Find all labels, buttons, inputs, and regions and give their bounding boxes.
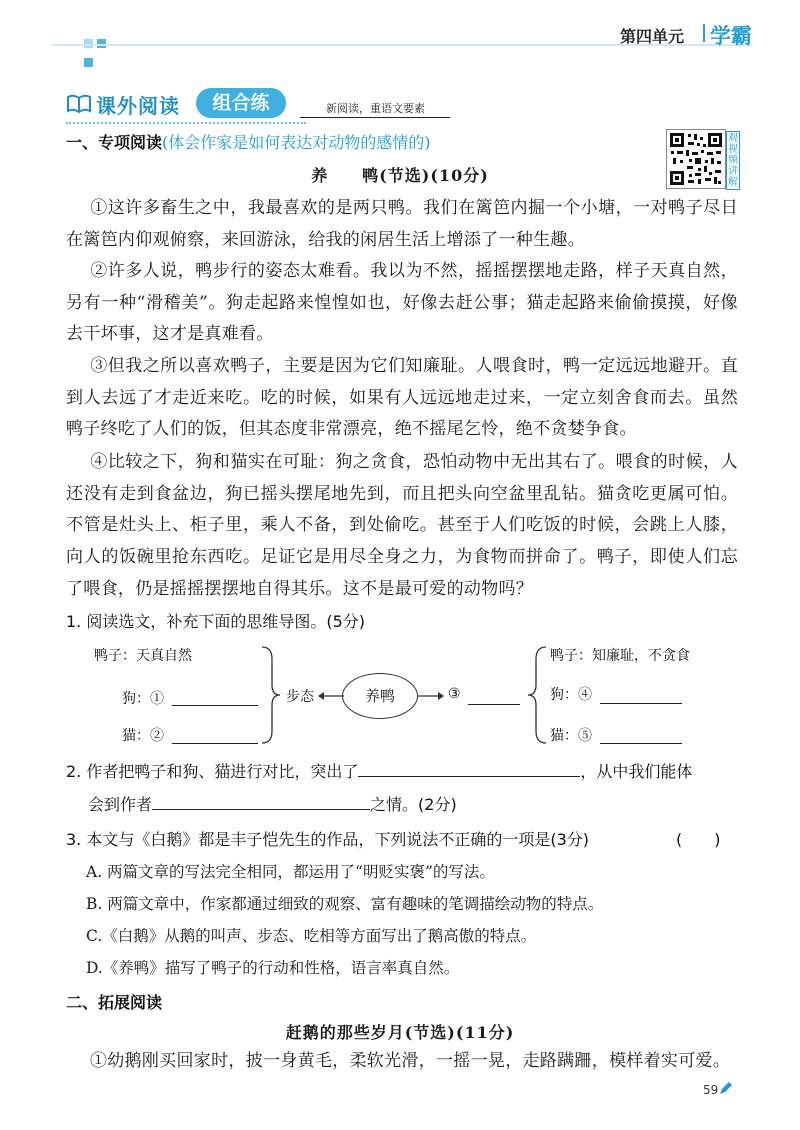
mindmap-branch-left: 步态	[286, 689, 314, 705]
question-2-part-3: 会到作者	[88, 795, 153, 814]
banner-dotted-rule	[66, 122, 306, 124]
paragraph-2-text: ②许多人说，鸭步行的姿态太难看。我以为不然，摇摇摆摆地走路，样子天真自然，另有一种“滑稽美”。狗走起路来惶惶如也，好像去赶公事；猫走起路来偷偷摸摸，好像去干坏事，这才是真难看。	[66, 261, 738, 345]
paragraph-3-text: ③但我之所以喜欢鸭子，主要是因为它们知廉耻。人喂食时，鸭一定远远地避开。直到人去远了才走近来吃。吃的时候，如果有人远远地走过来，一定立刻舍食而去。虽然鸭子终吃了人们的饭，但其态度非常漂亮，绝不摇尾乞怜，绝不贪婪争食。	[66, 356, 738, 440]
mindmap-blank-4[interactable]	[600, 703, 682, 704]
section2-heading: 二、拓展阅读	[66, 993, 163, 1012]
paragraph-4-text: ④比较之下，狗和猫实在可耻：狗之贪食，恐怕动物中无出其右了。喂食的时候，人还没有走到食盆边，狗已摇头摆尾地先到，而且把头向空盆里乱钻。猫贪吃更属可怕。不管是灶头上、柜子里，乘人不备，到处偷吃。甚至于人们吃饭的时候，会跳上人膝，向人的饭碗里抢东西吃。足证它是用尽全身之力，为食物而拼命了。鸭子，即使人们忘了喂食，仍是摇摇摆摆地自得其乐。这不是最可爱的动物吗？	[66, 452, 738, 599]
section1-heading	[66, 130, 431, 153]
arrow-right-icon	[416, 690, 446, 702]
banner-title: 课外阅读	[96, 94, 180, 118]
question-2-blank-1[interactable]	[358, 758, 580, 777]
question-1: 1. 阅读选文，补充下面的思维导图。(5分)	[66, 612, 366, 631]
section1-hint: (体会作家是如何表达对动物的感情的)	[162, 133, 431, 152]
mindmap-left-3: 猫：②	[122, 728, 164, 744]
paragraph-1-text: ①这许多畜生之中，我最喜欢的是两只鸭。我们在篱笆内掘一个小塘，一对鸭子尽日在篱笆内仰观俯察，来回游泳，给我的闲居生活上增添了一种生趣。	[66, 198, 738, 250]
question-3: 3. 本文与《白鹅》都是丰子恺先生的作品，下列说法不正确的一项是(3分)	[66, 830, 590, 849]
paragraph-1	[66, 193, 738, 256]
mindmap-blank-1[interactable]	[172, 705, 258, 706]
mindmap-left-2: 狗：①	[122, 691, 164, 707]
question-2-blank-2[interactable]	[152, 791, 370, 810]
paragraph-4	[66, 447, 738, 606]
section2-paragraph-1	[66, 1046, 738, 1078]
header-separator	[703, 24, 705, 42]
brand-logo: 学霸	[710, 24, 752, 48]
qr-label: 观视频讲解	[728, 133, 738, 188]
pencil-icon	[718, 1080, 734, 1096]
mindmap-branch-right: ③	[448, 686, 461, 702]
question-2-part-2: ，从中我们能体	[580, 762, 693, 781]
banner-subtitle: 新阅读，重语文要素	[326, 102, 425, 115]
page-number: 59	[703, 1083, 719, 1097]
question-2-part-1: 2. 作者把鸭子和狗、猫进行对比，突出了	[66, 762, 359, 781]
option-a: A. 两篇文章的写法完全相同，都运用了“明贬实褒”的写法。	[86, 863, 495, 881]
question-2-part-4: 之情。(2分)	[370, 795, 457, 814]
section1-heading-text: 一、专项阅读	[66, 133, 163, 152]
left-brace	[258, 645, 288, 745]
header-decoration	[84, 33, 122, 43]
question-2-line-1	[66, 756, 746, 788]
option-b: B. 两篇文章中，作家都通过细致的观察、富有趣味的笔调描绘动物的特点。	[86, 895, 604, 913]
option-c: C.《白鹅》从鹅的叫声、步态、吃相等方面写出了鹅高傲的特点。	[86, 927, 537, 945]
question-3-answer-paren[interactable]: ( )	[676, 830, 721, 849]
mindmap-left-1: 鸭子：天真自然	[94, 648, 192, 664]
option-d: D.《养鸭》描写了鸭子的行动和性格，语言率真自然。	[86, 959, 460, 977]
banner-underline	[300, 117, 451, 118]
book-icon	[66, 93, 92, 115]
mindmap-blank-2[interactable]	[172, 743, 258, 744]
mindmap-right-2: 狗：④	[550, 687, 592, 703]
paragraph-2	[66, 256, 738, 351]
mindmap-blank-5[interactable]	[600, 743, 682, 744]
section2-article-title: 赶鹅的那些岁月(节选)(11分)	[285, 1023, 515, 1042]
mindmap-blank-3[interactable]	[468, 704, 520, 705]
unit-label: 第四单元	[620, 27, 685, 46]
paragraph-3	[66, 351, 738, 446]
question-2-line-2	[88, 789, 768, 821]
section2-paragraph-1-text: ①幼鹅刚买回家时，披一身黄毛，柔软光滑，一摇一晃，走路蹒跚，模样着实可爱。	[90, 1051, 731, 1071]
article-title: 养 鸭(节选)(10分)	[311, 166, 489, 185]
mindmap-center: 养鸭	[342, 673, 418, 719]
banner-pill: 组合练	[196, 88, 286, 118]
mindmap-right-1: 鸭子：知廉耻，不贪食	[550, 648, 690, 664]
right-brace	[520, 645, 550, 745]
mindmap-right-3: 猫：⑤	[550, 728, 592, 744]
